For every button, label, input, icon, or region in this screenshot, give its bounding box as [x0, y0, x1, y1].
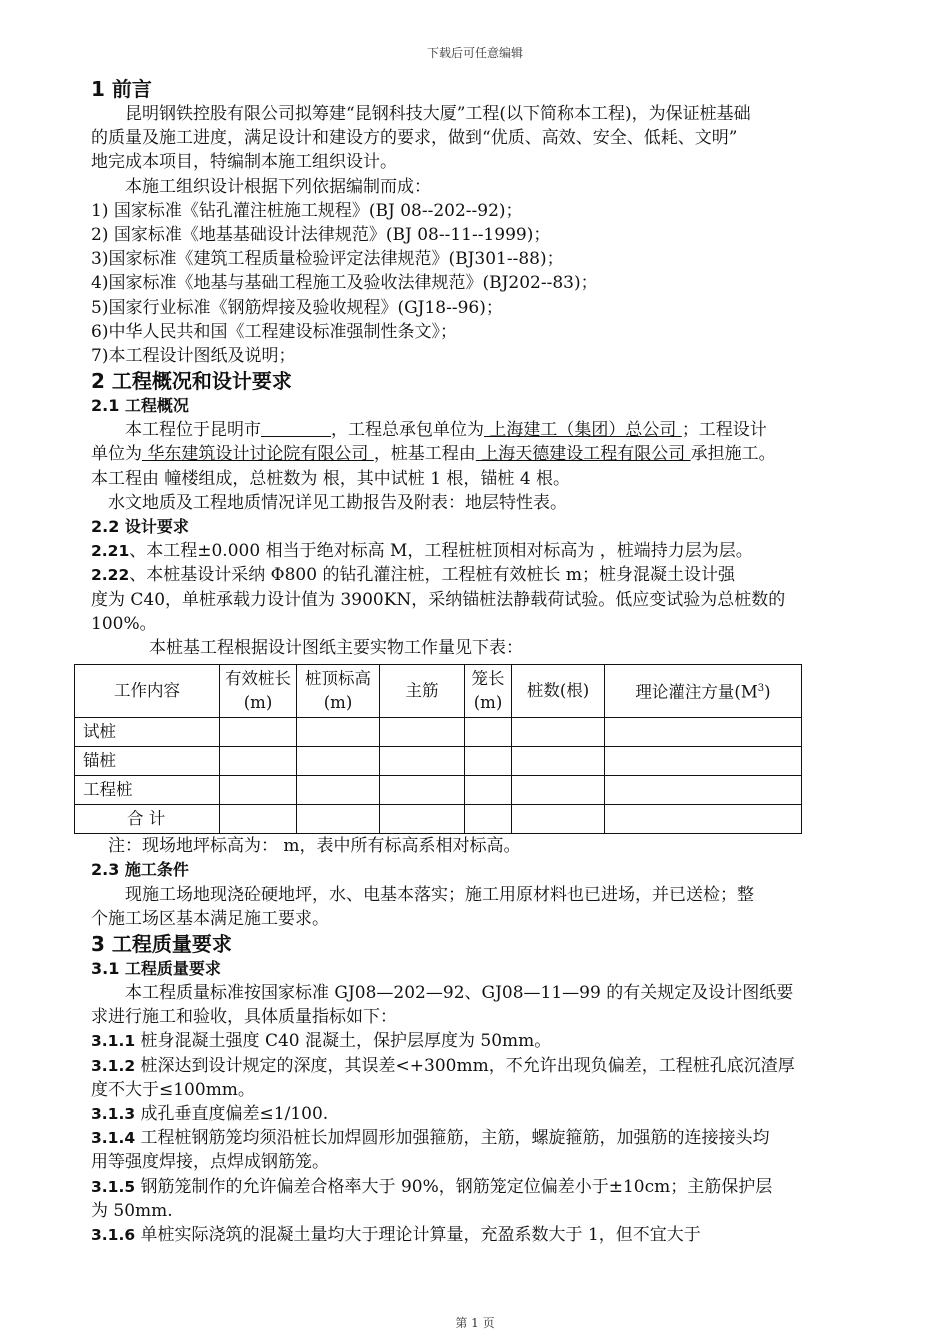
clause-num: 3.1.2	[91, 1056, 136, 1075]
quality-intro-1: 本工程质量标准按国家标准 GJ08—202—92、GJ08—11—99 的有关规定及设计图纸要	[125, 983, 794, 1004]
req-2-22-line-3: 100%。	[91, 613, 157, 634]
clause-text: 桩深达到设计规定的深度，其误差<+300mm，不允许出现负偏差，工程桩孔底沉渣厚	[135, 1055, 795, 1076]
col-concrete-volume	[605, 665, 802, 718]
col-cage-length: 笼长(m)	[465, 665, 512, 718]
quality-intro-2: 求进行施工和验收，具体质量指标如下：	[91, 1007, 397, 1028]
overview-text-d: 单位为	[91, 444, 142, 465]
table-cell	[297, 718, 380, 747]
basis-intro: 本施工组织设计根据下列依据编制而成：	[125, 176, 431, 197]
table-cell	[220, 747, 297, 776]
conditions-line-1: 现施工场地现浇砼硬地坪，水、电基本落实；施工用原材料也已进场，并已送检；整	[125, 884, 754, 905]
table-cell	[605, 747, 802, 776]
overview-text-c: ；工程设计	[681, 420, 767, 441]
table-cell	[380, 747, 465, 776]
city-blank	[261, 418, 331, 437]
table-cell	[465, 747, 512, 776]
clause-3-1-1	[91, 1029, 861, 1053]
overview-line-3: 本工程由 幢楼组成，总桩数为 根，其中试桩 1 根，锚桩 4 根。	[91, 468, 571, 489]
section-1-title: 1 前言	[91, 77, 152, 101]
volume-label: 理论灌注方量(M	[635, 682, 758, 702]
volume-tail: )	[764, 682, 771, 702]
table-cell	[380, 718, 465, 747]
table-note: 注：现场地坪标高为： m，表中所有标高系相对标高。	[108, 836, 521, 857]
table-cell	[465, 776, 512, 805]
overview-text-e: ，桩基工程由	[373, 444, 476, 465]
clause-num: 3.1.1	[91, 1032, 136, 1051]
clause-3-1-4	[91, 1126, 861, 1150]
table-cell	[605, 805, 802, 834]
intro-line-3: 地完成本项目，特编制本施工组织设计。	[91, 152, 397, 173]
table-cell	[465, 718, 512, 747]
table-cell	[220, 805, 297, 834]
table-row	[75, 718, 802, 747]
quantity-table	[74, 664, 802, 834]
clause-num: 3.1.3	[91, 1105, 136, 1123]
basis-item-3: 3)国家标准《建筑工程质量检验评定法律规范》(BJ301--88)；	[91, 249, 564, 270]
req-2-22	[91, 563, 861, 587]
req-2-21	[91, 539, 861, 563]
overview-text-a: 本工程位于昆明市	[125, 420, 261, 441]
row-label: 工程桩	[75, 776, 220, 805]
general-contractor: 上海建工（集团）总公司	[484, 420, 682, 441]
table-cell	[512, 776, 605, 805]
table-cell	[380, 805, 465, 834]
clause-text: 成孔垂直度偏差≤1/100.	[135, 1104, 329, 1124]
req-2-21-text: 、本工程±0.000 相当于绝对标高 M，工程桩桩顶相对标高为 ，桩端持力层为层。	[129, 541, 753, 562]
col-pile-count: 桩数(根)	[512, 665, 605, 718]
table-cell	[297, 776, 380, 805]
overview-text-b: ，工程总承包单位为	[331, 420, 484, 441]
col-main-rebar: 主筋	[380, 665, 465, 718]
req-2-21-num: 2.21	[91, 542, 130, 561]
basis-item-4: 4)国家标准《地基与基础工程施工及验收法律规范》(BJ202--83)；	[91, 273, 598, 294]
overview-line-4: 水文地质及工程地质情况详见工勘报告及附表：地层特性表。	[108, 492, 567, 513]
overview-text-f: 承担施工。	[690, 444, 776, 465]
section-2-2-title: 2.2 设计要求	[91, 517, 189, 536]
table-cell	[605, 718, 802, 747]
table-cell	[297, 805, 380, 834]
pile-contractor: 上海天德建设工程有限公司	[475, 444, 691, 465]
req-2-22-text: 、本桩基设计采纳 Φ800 的钻孔灌注桩，工程桩有效桩长 m；桩身混凝土设计强	[129, 565, 735, 586]
clause-3-1-2	[91, 1054, 861, 1078]
table-row	[75, 747, 802, 776]
clause-3-1-2-line-2: 度不大于≤100mm。	[91, 1079, 255, 1100]
clause-3-1-4-line-2: 用等强度焊接，点焊成钢筋笼。	[91, 1152, 329, 1173]
row-label: 合 计	[75, 805, 220, 834]
row-label: 试桩	[75, 718, 220, 747]
table-cell	[297, 747, 380, 776]
col-effective-length: 有效桩长(m)	[220, 665, 297, 718]
section-2-3-title: 2.3 施工条件	[91, 860, 189, 880]
section-2-1-title: 2.1 工程概况	[91, 396, 189, 416]
table-cell	[220, 776, 297, 805]
table-cell	[512, 747, 605, 776]
overview-line-1	[91, 418, 861, 442]
clause-3-1-3	[91, 1102, 861, 1126]
clause-num: 3.1.4	[91, 1129, 136, 1148]
col-top-elevation: 桩顶标高(m)	[297, 665, 380, 718]
req-2-22-line-2: 度为 C40，单桩承载力设计值为 3900KN，采纳锚桩法静载荷试验。低应变试验为总桩数的	[91, 589, 786, 610]
section-3-1-title: 3.1 工程质量要求	[91, 958, 221, 978]
table-cell	[465, 805, 512, 834]
section-2-title: 2 工程概况和设计要求	[91, 369, 292, 394]
design-institute: 华东建筑设计讨论院有限公司	[142, 444, 374, 465]
clause-num: 3.1.6	[91, 1225, 136, 1244]
basis-item-2: 2) 国家标准《地基基础设计法律规范》(BJ 08--11--1999)；	[91, 224, 551, 245]
row-label: 锚桩	[75, 747, 220, 776]
table-row	[75, 776, 802, 805]
intro-line-1: 昆明钢铁控股有限公司拟筹建“昆钢科技大厦”工程(以下简称本工程)，为保证桩基础	[125, 104, 751, 124]
table-cell	[605, 776, 802, 805]
clause-text: 桩身混凝土强度 C40 混凝土，保护层厚度为 50mm。	[135, 1031, 552, 1052]
clause-num: 3.1.5	[91, 1177, 136, 1196]
clause-3-1-6	[91, 1223, 861, 1247]
basis-item-5: 5)国家行业标准《钢筋焊接及验收规程》(GJ18--96)；	[91, 297, 503, 318]
table-intro: 本桩基工程根据设计图纸主要实物工作量见下表：	[149, 637, 523, 658]
table-row	[75, 805, 802, 834]
clause-text: 工程桩钢筋笼均须沿桩长加焊圆形加强箍筋，主筋，螺旋箍筋，加强筋的连接接头均	[135, 1128, 770, 1149]
table-cell	[512, 718, 605, 747]
table-cell	[380, 776, 465, 805]
intro-line-2: 的质量及施工进度，满足设计和建设方的要求，做到“优质、高效、安全、低耗、文明”	[91, 128, 738, 149]
basis-item-7: 7)本工程设计图纸及说明；	[91, 345, 296, 366]
col-work-content: 工作内容	[75, 665, 220, 718]
clause-text: 单桩实际浇筑的混凝土量均大于理论计算量，充盈系数大于 1，但不宜大于	[135, 1224, 701, 1245]
conditions-line-2: 个施工场区基本满足施工要求。	[91, 908, 329, 929]
table-cell	[512, 805, 605, 834]
clause-text: 钢筋笼制作的允许偏差合格率大于 90%，钢筋笼定位偏差小于±10cm；主筋保护层	[135, 1176, 773, 1197]
page-footer: 第 1 页	[455, 1316, 495, 1330]
req-2-22-num: 2.22	[91, 566, 130, 585]
table-cell	[220, 718, 297, 747]
volume-sup: 3	[757, 683, 765, 695]
clause-3-1-5	[91, 1175, 861, 1199]
clause-3-1-5-line-2: 为 50mm.	[91, 1200, 173, 1221]
page-header: 下载后可任意编辑	[426, 46, 523, 60]
section-3-title: 3 工程质量要求	[91, 931, 232, 956]
basis-item-1: 1) 国家标准《钻孔灌注桩施工规程》(BJ 08--202--92)；	[91, 200, 523, 221]
document-body	[83, 76, 861, 1247]
basis-item-6: 6)中华人民共和国《工程建设标准强制性条文》；	[91, 321, 457, 342]
overview-line-2	[91, 442, 861, 466]
table-header-row	[75, 665, 802, 718]
